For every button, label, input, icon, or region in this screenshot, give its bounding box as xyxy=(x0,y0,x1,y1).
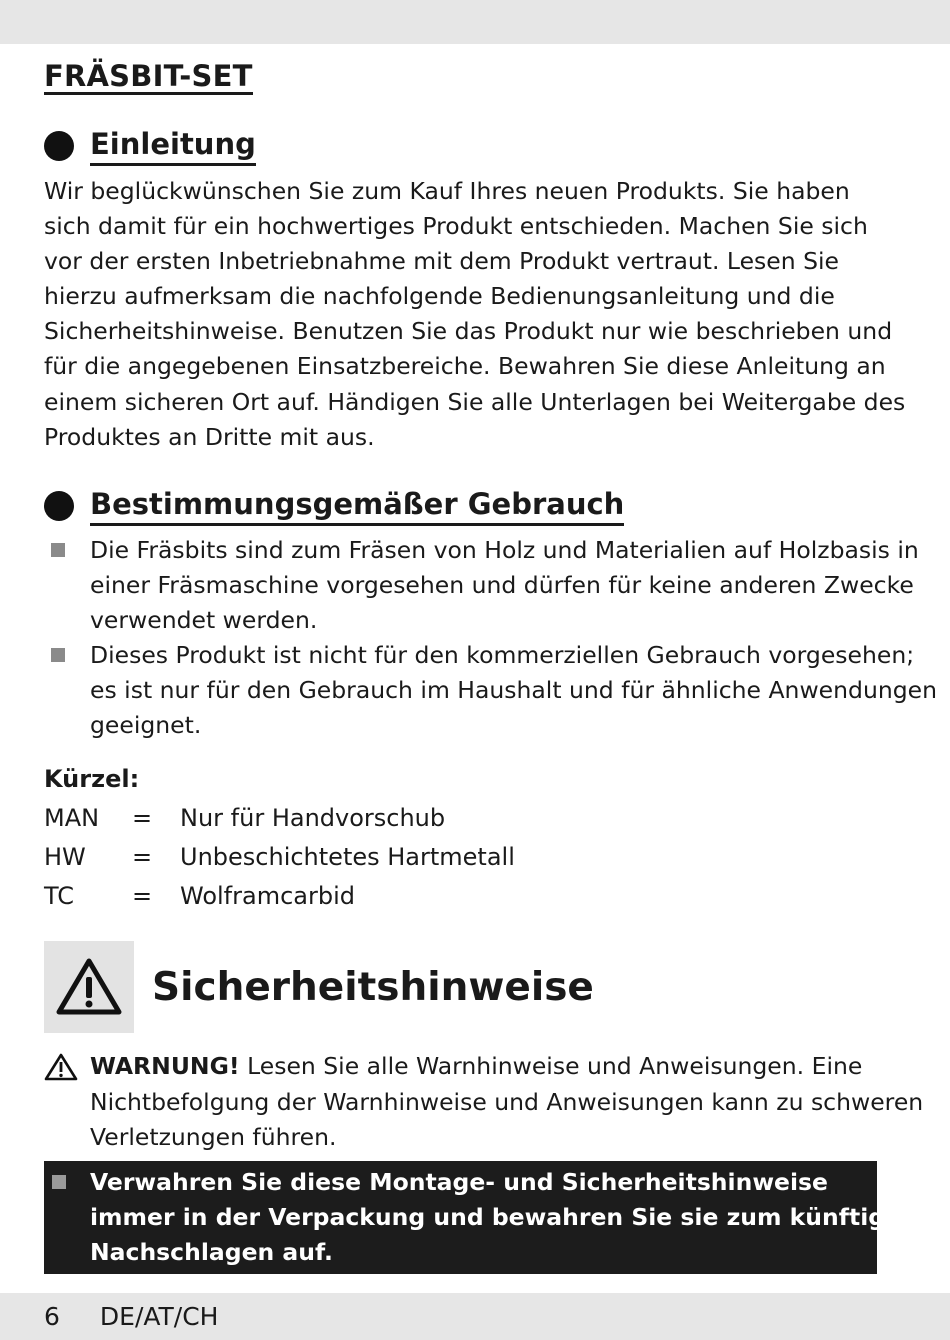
intro-line: vor der ersten Inbetriebnahme mit dem Produkt vertraut. Lesen Sie xyxy=(44,247,839,276)
warning-block xyxy=(44,1049,924,1156)
intro-line: für die angegebenen Einsatzbereiche. Bewahren Sie diese Anleitung an xyxy=(44,352,886,381)
intro-line: sich damit für ein hochwertiges Produkt entschieden. Machen Sie sich xyxy=(44,212,868,241)
intro-line: hierzu aufmerksam die nachfolgende Bedienungsanleitung und die xyxy=(44,282,835,311)
abbreviation-code: TC xyxy=(44,882,75,910)
warning-line: Verletzungen führen. xyxy=(90,1123,337,1151)
intended-use-item xyxy=(44,533,919,638)
document-title: FRÄSBIT-SET xyxy=(44,59,253,93)
safety-banner xyxy=(44,941,134,1033)
highlight-line: Verwahren Sie diese Montage- und Sicherheitshinweise xyxy=(90,1168,828,1196)
abbreviation-code: MAN xyxy=(44,804,100,832)
warning-small-icon xyxy=(44,1053,78,1081)
bullet-line: es ist nur für den Gebrauch im Haushalt und für ähnliche Anwendungen xyxy=(90,676,937,704)
warning-first-text: Lesen Sie alle Warnhinweise und Anweisungen. Eine xyxy=(247,1052,863,1080)
abbreviation-equals: = xyxy=(132,882,153,910)
square-bullet-icon xyxy=(52,1175,66,1189)
abbreviation-definition: Nur für Handvorschub xyxy=(180,804,446,832)
intended-use-heading-text: Bestimmungsgemäßer Gebrauch xyxy=(90,485,624,526)
intro-line: Produktes an Dritte mit aus. xyxy=(44,422,375,451)
highlight-line: Nachschlagen auf. xyxy=(90,1238,333,1266)
bullet-line: verwendet werden. xyxy=(90,606,318,634)
locale-label: DE/AT/CH xyxy=(99,1302,219,1331)
abbreviation-row xyxy=(44,838,644,876)
abbreviation-definition: Wolframcarbid xyxy=(180,882,355,910)
warning-line: Nichtbefolgung der Warnhinweise und Anweisungen kann zu schweren xyxy=(90,1087,924,1116)
top-band xyxy=(0,0,950,44)
intro-paragraph xyxy=(44,174,906,455)
bullet-line: Dieses Produkt ist nicht für den kommerziellen Gebrauch vorgesehen; xyxy=(90,641,915,669)
intro-line: einem sicheren Ort auf. Händigen Sie alle Unterlagen bei Weitergabe des xyxy=(44,387,906,416)
abbreviation-definition: Unbeschichtetes Hartmetall xyxy=(180,843,515,871)
warning-first-line xyxy=(90,1049,924,1085)
abbreviation-row xyxy=(44,877,644,915)
safety-title: Sicherheitshinweise xyxy=(152,965,594,1010)
intro-line: Sicherheitshinweise. Benutzen Sie das Produkt nur wie beschrieben und xyxy=(44,317,893,346)
intended-use-heading xyxy=(44,485,624,526)
abbreviations-title: Kürzel: xyxy=(44,765,140,793)
square-bullet-icon xyxy=(51,648,65,662)
abbreviation-code: HW xyxy=(44,843,86,871)
bullet-dot-icon xyxy=(44,491,74,521)
bullet-line: geeignet. xyxy=(90,711,202,739)
square-bullet-icon xyxy=(51,543,65,557)
warning-triangle-icon xyxy=(55,957,123,1017)
abbreviation-equals: = xyxy=(132,804,153,832)
abbreviation-row xyxy=(44,799,644,837)
warning-label: WARNUNG! xyxy=(90,1052,240,1080)
bullet-line: einer Fräsmaschine vorgesehen und dürfen für keine anderen Zwecke xyxy=(90,571,914,599)
bullet-line: Die Fräsbits sind zum Fräsen von Holz und Materialien auf Holzbasis in xyxy=(90,536,919,564)
page-number: 6 xyxy=(44,1302,60,1331)
intro-heading-text: Einleitung xyxy=(90,125,256,166)
intended-use-item xyxy=(44,638,937,743)
abbreviation-equals: = xyxy=(132,843,153,871)
page-footer xyxy=(44,1300,219,1334)
highlight-line: immer in der Verpackung und bewahren Sie sie zum künftigen xyxy=(90,1203,918,1231)
intro-heading xyxy=(44,125,256,166)
bullet-dot-icon xyxy=(44,131,74,161)
intro-line: Wir beglückwünschen Sie zum Kauf Ihres neuen Produkts. Sie haben xyxy=(44,177,850,205)
highlight-box xyxy=(44,1161,918,1274)
